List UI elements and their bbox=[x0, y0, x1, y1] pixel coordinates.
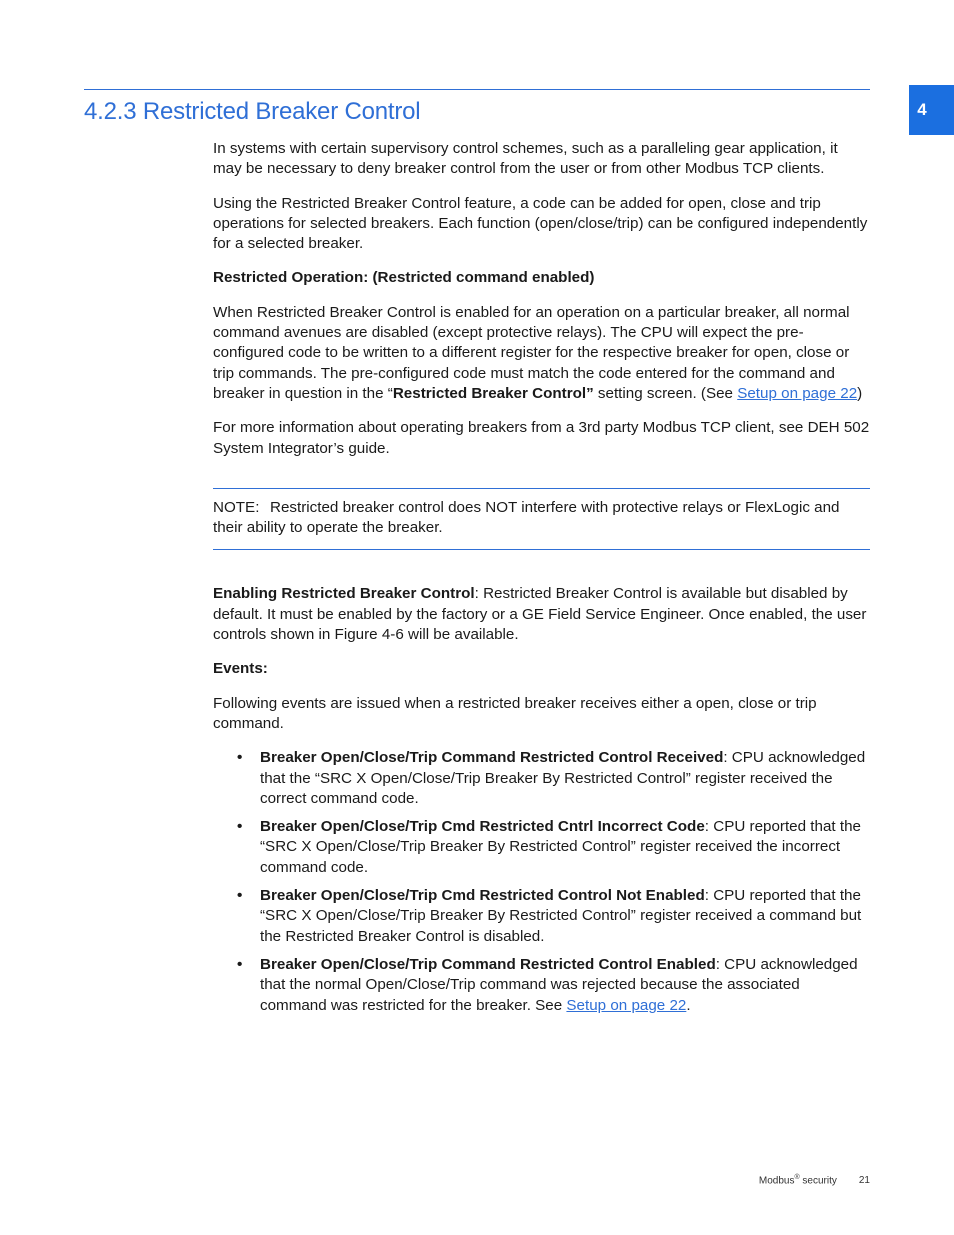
intro-paragraph: In systems with certain supervisory control schemes, such as a paralleling gear application, it may be necessary to deny breaker control from the user or from other Modbus TCP clients. bbox=[213, 140, 838, 178]
note-box bbox=[213, 488, 870, 551]
feature-paragraph: Using the Restricted Breaker Control feature, a code can be added for open, close and trip operations for selected breakers. Each function (open/close/trip) can be configured independently for a selected breaker. bbox=[213, 194, 868, 253]
restricted-paragraph: When Restricted Breaker Control is enabled for an operation on a particular breaker, all normal command avenues are disabled (except protective relays). The CPU will expect the pre-configured code to be written to a different register for the respective breaker for open, close or trip commands. The pre-configured code must match the code entered for the command and breaker in question in the “Restricted Breaker Control” setting screen. (See Setup on page 22) bbox=[213, 303, 863, 402]
list-item: • Breaker Open/Close/Trip Command Restricted Control Received: CPU acknowledged that the “SRC X Open/Close/Trip Breaker By Restricted Control” register received the correct command code. bbox=[237, 749, 866, 807]
page-footer: Modbus® security 21 bbox=[758, 1174, 870, 1187]
section-number: 4.2.3 bbox=[84, 98, 137, 125]
chapter-tab bbox=[909, 85, 954, 135]
chapter-number: 4 bbox=[917, 100, 927, 119]
section-title-text: Restricted Breaker Control bbox=[142, 98, 421, 125]
events-list bbox=[213, 748, 870, 1016]
list-item: • Breaker Open/Close/Trip Command Restricted Control Enabled: CPU acknowledged that the normal Open/Close/Trip command was rejected because the associated command was restricted for the breaker. See Setup on page 22. bbox=[237, 955, 858, 1014]
note-label: NOTE: bbox=[213, 498, 260, 516]
bullet-icon: • bbox=[237, 887, 243, 905]
list-item: • Breaker Open/Close/Trip Cmd Restricted Control Not Enabled: CPU reported that the “SRC X Open/Close/Trip Breaker By Restricted Control” register received a command but the Restricted Breaker Control is disabled. bbox=[237, 887, 862, 945]
events-intro: Following events are issued when a restricted breaker receives either a open, close or trip command. bbox=[213, 694, 817, 732]
note-text: Restricted breaker control does NOT interfere with protective relays or FlexLogic and their ability to operate the breaker. bbox=[213, 498, 840, 537]
more-info-paragraph: For more information about operating breakers from a 3rd party Modbus TCP client, see DEH 502 System Integrator’s guide. bbox=[213, 419, 870, 457]
enabling-paragraph: Enabling Restricted Breaker Control: Restricted Breaker Control is available but disabled by default. It must be enabled by the factory or a GE Field Service Engineer. Once enabled, the user controls shown in Figure 4-6 will be available. bbox=[213, 585, 867, 644]
top-rule bbox=[84, 89, 870, 90]
events-heading: Events: bbox=[213, 660, 268, 678]
page-number: 21 bbox=[858, 1175, 870, 1187]
setup-link[interactable]: Setup on page 22 bbox=[737, 384, 858, 402]
setup-link[interactable]: Setup on page 22 bbox=[566, 996, 687, 1014]
section-title bbox=[84, 98, 420, 126]
content bbox=[213, 139, 870, 1024]
list-item: • Breaker Open/Close/Trip Cmd Restricted Cntrl Incorrect Code: CPU reported that the “SRC X Open/Close/Trip Breaker By Restricted Control” register received the incorrect command code. bbox=[237, 818, 861, 876]
bullet-icon: • bbox=[237, 749, 243, 767]
bullet-icon: • bbox=[237, 818, 243, 836]
footer-label: Modbus bbox=[758, 1175, 795, 1187]
bullet-icon: • bbox=[237, 955, 243, 973]
restricted-heading: Restricted Operation: (Restricted command enabled) bbox=[213, 269, 595, 287]
